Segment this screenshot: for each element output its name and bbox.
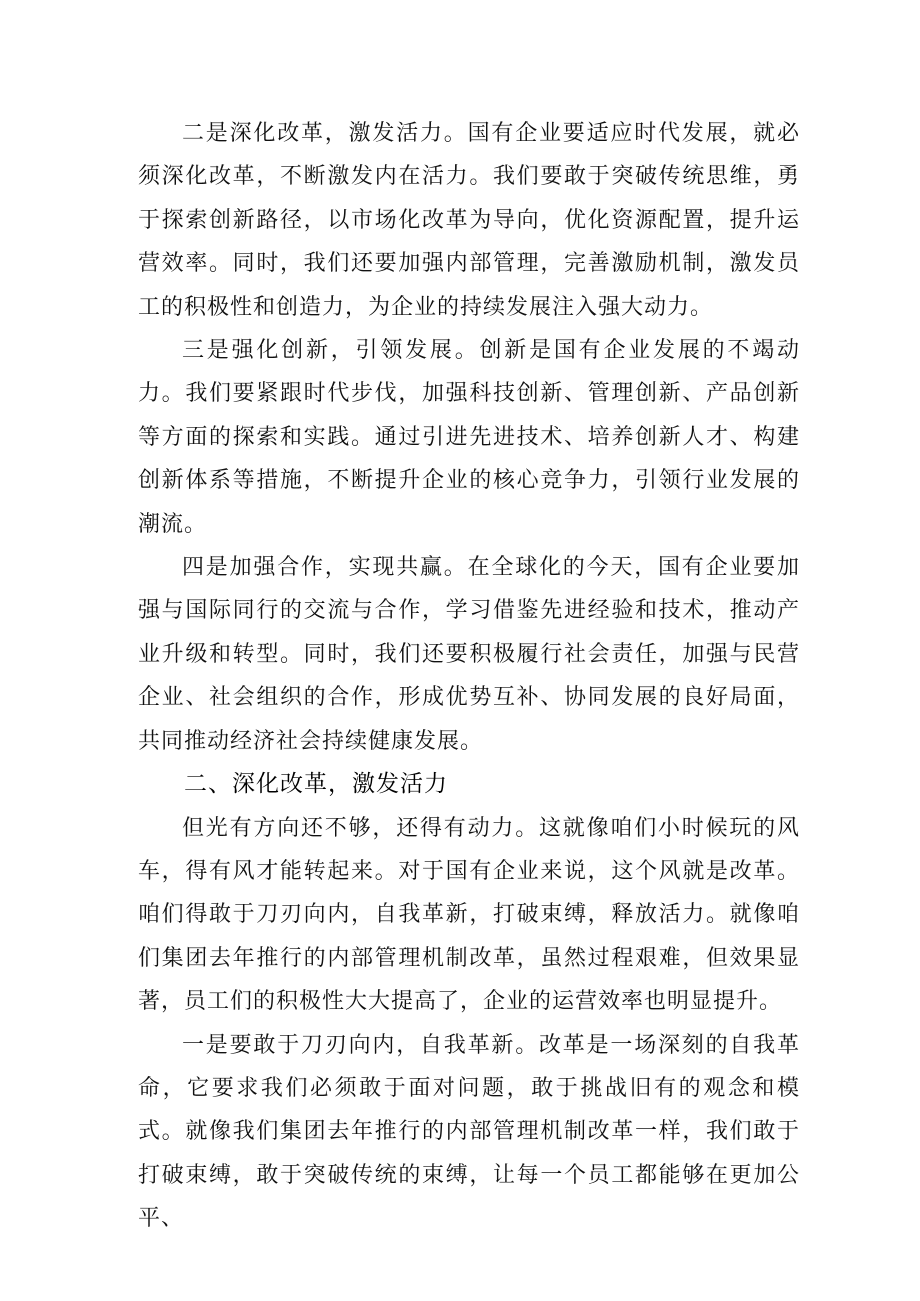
- paragraph-reform-momentum: 但光有方向还不够，还得有动力。这就像咱们小时候玩的风车，得有风才能转起来。对于国有企业来说，这个风就是改革。咱们得敢于刀刃向内，自我革新，打破束缚，释放活力。就像咱们集团去年推行的内部管理机制改革，虽然过程艰难，但效果显著，员工们的积极性大大提高了，企业的运营效率也明显提升。: [138, 815, 800, 1015]
- paragraph-self-revolution: 一是要敢于刀刃向内，自我革新。改革是一场深刻的自我革命，它要求我们必须敢于面对问题，敢于挑战旧有的观念和模式。就像我们集团去年推行的内部管理机制改革一样，我们敢于打破束缚，敢于突破传统的束缚，让每一个员工都能够在更加公平、: [138, 1032, 800, 1232]
- section-heading: 二、深化改革，激发活力: [184, 771, 448, 798]
- paragraph-strengthen-innovation: 三是强化创新，引领发展。创新是国有企业发展的不竭动力。我们要紧跟时代步伐，加强科技创新、管理创新、产品创新等方面的探索和实践。通过引进先进技术、培养创新人才、构建创新体系等措施，不断提升企业的核心竞争力，引领行业发展的潮流。: [138, 338, 800, 537]
- paragraph-cooperation: 四是加强合作，实现共赢。在全球化的今天，国有企业要加强与国际同行的交流与合作，学习借鉴先进经验和技术，推动产业升级和转型。同时，我们还要积极履行社会责任，加强与民营企业、社会组织的合作，形成优势互补、协同发展的良好局面，共同推动经济社会持续健康发展。: [138, 555, 800, 754]
- document-body: [138, 112, 800, 1241]
- paragraph-deepen-reform: 二是深化改革，激发活力。国有企业要适应时代发展，就必须深化改革，不断激发内在活力。我们要敢于突破传统思维，勇于探索创新路径，以市场化改革为导向，优化资源配置，提升运营效率。同时，我们还要加强内部管理，完善激励机制，激发员工的积极性和创造力，为企业的持续发展注入强大动力。: [138, 121, 800, 320]
